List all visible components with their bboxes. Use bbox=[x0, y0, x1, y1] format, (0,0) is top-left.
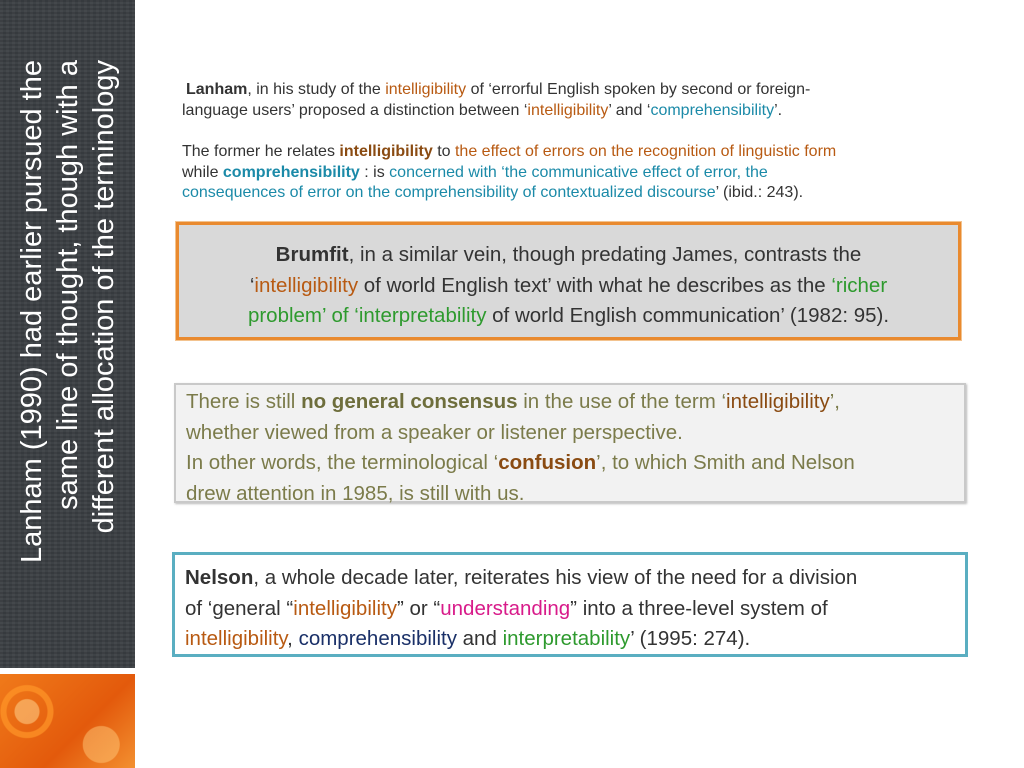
former-keyword-intelligibility: intelligibility bbox=[339, 143, 433, 160]
brumfit-quote-box bbox=[176, 222, 961, 340]
consensus-text: ’, to which Smith and Nelson bbox=[596, 451, 855, 474]
consensus-keyword-intelligibility: intelligibility bbox=[726, 390, 830, 413]
brumfit-citation: of world English communication’ (1982: 95). bbox=[486, 304, 890, 327]
nelson-line-3 bbox=[185, 624, 965, 655]
former-citation: ’ (ibid.: 243). bbox=[715, 184, 804, 201]
intro-text: of ‘errorful English spoken by second or foreign- bbox=[466, 81, 811, 98]
consensus-box bbox=[174, 383, 966, 503]
former-keyword-comprehensibility: comprehensibility bbox=[222, 163, 360, 181]
intro-paragraph bbox=[182, 79, 1002, 121]
nelson-text: , a whole decade later, reiterates his view of the need for a division bbox=[253, 566, 858, 589]
nelson-level-interpretability: interpretability bbox=[502, 627, 631, 650]
former-line-2 bbox=[182, 163, 1002, 184]
nelson-line-1 bbox=[185, 563, 965, 594]
intro-text: , in his study of the bbox=[247, 81, 386, 98]
nelson-citation: ’ (1995: 274). bbox=[630, 627, 751, 650]
intro-keyword-intelligibility: intelligibility bbox=[527, 102, 609, 119]
nelson-line-2 bbox=[185, 594, 965, 625]
brumfit-keyword-intelligibility: intelligibility bbox=[254, 273, 359, 297]
intro-keyword-comprehensibility: comprehensibility bbox=[650, 102, 775, 119]
nelson-keyword-intelligibility: intelligibility bbox=[293, 596, 397, 620]
brumfit-keyword-interpretability: problem’ of ‘interpretability bbox=[247, 304, 487, 327]
brumfit-line-2 bbox=[179, 271, 958, 302]
intro-text: ’. bbox=[774, 102, 783, 119]
former-line-1 bbox=[182, 142, 1002, 163]
brumfit-keyword-richer: ‘richer bbox=[831, 273, 888, 297]
brumfit-text: , in a similar vein, though predating James, contrasts the bbox=[348, 243, 862, 266]
nelson-text: ” or “ bbox=[396, 596, 441, 620]
brumfit-text: ‘ bbox=[249, 273, 255, 297]
former-text: to bbox=[432, 143, 455, 160]
brumfit-line-3 bbox=[179, 301, 958, 332]
nelson-author: Nelson bbox=[185, 566, 254, 589]
former-text: while bbox=[182, 163, 223, 181]
nelson-text: , bbox=[287, 627, 299, 650]
brumfit-line-1 bbox=[179, 240, 958, 271]
former-definition-comprehensibility: concerned with ‘the communicative effect of error, the bbox=[389, 163, 768, 181]
intro-text: ’ and ‘ bbox=[608, 102, 651, 119]
intro-line-1 bbox=[182, 79, 1002, 100]
sidebar-panel bbox=[0, 0, 135, 668]
intro-text: language users’ proposed a distinction between ‘ bbox=[182, 102, 528, 119]
nelson-text: ” into a three-level system of bbox=[570, 596, 828, 620]
consensus-line-1 bbox=[186, 387, 964, 418]
intro-line-2 bbox=[182, 100, 1002, 121]
consensus-text: There is still bbox=[186, 390, 302, 413]
former-text: : is bbox=[359, 163, 390, 181]
nelson-text: of ‘general “ bbox=[185, 596, 294, 620]
intro-keyword-intelligibility: intelligibility bbox=[385, 81, 467, 98]
former-definition-comprehensibility-cont: consequences of error on the comprehensibility of contextualized discourse bbox=[182, 184, 716, 201]
consensus-line-2: whether viewed from a speaker or listener perspective. bbox=[186, 420, 683, 444]
consensus-keyword-no-general-consensus: no general consensus bbox=[301, 390, 518, 413]
nelson-text: and bbox=[456, 627, 503, 650]
intro-author: Lanham bbox=[186, 81, 248, 98]
brumfit-text: of world English text’ with what he describes as the bbox=[358, 273, 832, 297]
sidebar-title: Lanham (1990) had earlier pursued the same line of thought, though with a different allocation of the terminology bbox=[16, 60, 120, 563]
consensus-text: In other words, the terminological ‘ bbox=[186, 451, 499, 474]
consensus-line-3 bbox=[186, 448, 964, 479]
consensus-text: in the use of the term ‘ bbox=[517, 390, 727, 413]
former-definition-intelligibility: the effect of errors on the recognition of linguistic form bbox=[454, 143, 837, 160]
nelson-level-comprehensibility: comprehensibility bbox=[298, 627, 457, 650]
former-paragraph bbox=[182, 142, 1002, 204]
brumfit-author: Brumfit bbox=[275, 243, 349, 266]
nelson-level-intelligibility: intelligibility bbox=[185, 627, 288, 650]
nelson-keyword-understanding: understanding bbox=[440, 596, 571, 620]
nelson-box bbox=[172, 552, 968, 657]
consensus-line-4: drew attention in 1985, is still with us. bbox=[186, 481, 525, 505]
consensus-text: ’, bbox=[829, 390, 840, 413]
former-line-3 bbox=[182, 183, 1002, 204]
former-text: The former he relates bbox=[182, 143, 340, 160]
sidebar-accent-decoration bbox=[0, 674, 135, 768]
consensus-keyword-confusion: confusion bbox=[498, 451, 597, 474]
